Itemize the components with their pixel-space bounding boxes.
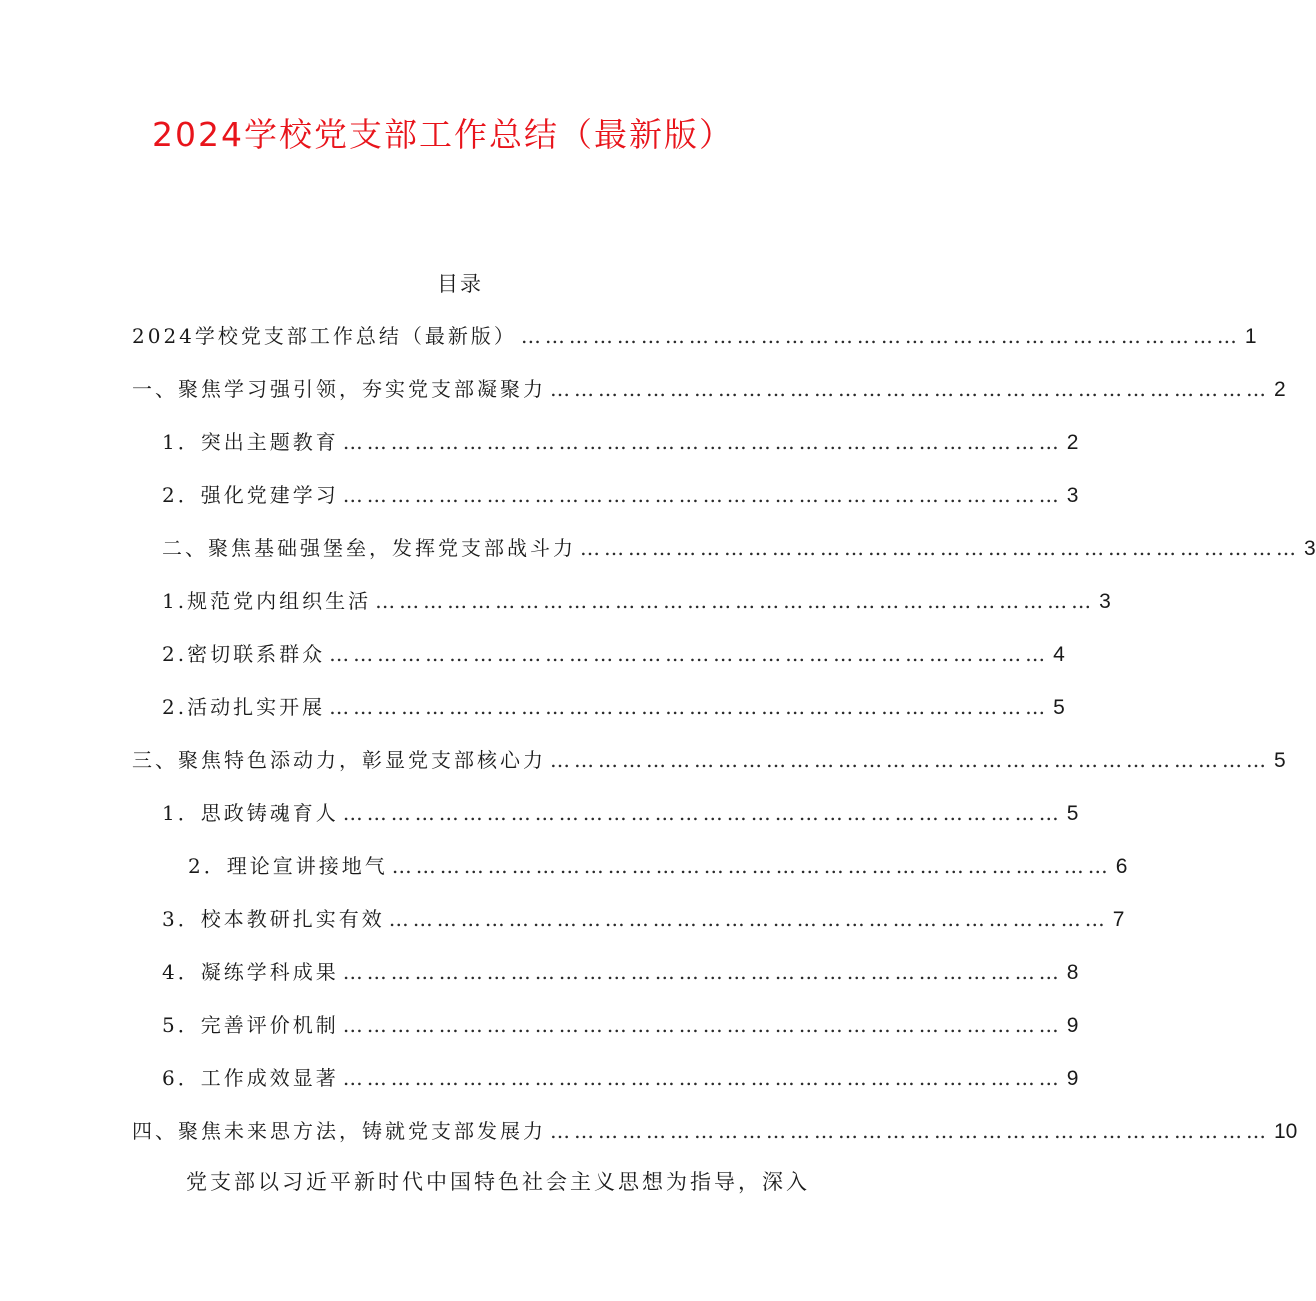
toc-entry-text: 1．突出主题教育: [162, 430, 339, 454]
toc-entry-text: 2.活动扎实开展: [162, 695, 326, 719]
toc-entry-text: 2．理论宣讲接地气: [188, 854, 388, 878]
toc-entry-page: 4: [1053, 643, 1065, 666]
toc-entry[interactable]: [132, 742, 1286, 778]
toc-entry-page: 1: [1244, 325, 1257, 348]
toc-entry-page: 10: [1274, 1120, 1298, 1143]
toc-entry-page: 3: [1099, 590, 1111, 613]
toc-entry-page: 5: [1053, 696, 1065, 719]
toc-leader-dots: ………………………………………………………………………………: [550, 1119, 1270, 1143]
toc-leader-dots: ………………………………………………………………………………: [329, 642, 1050, 666]
toc-entry[interactable]: [162, 901, 1125, 937]
toc-entry-text: 一、聚焦学习强引领，夯实党支部凝聚力: [132, 377, 546, 401]
toc-entry-text: 2.密切联系群众: [162, 642, 326, 666]
toc-entry-page: 9: [1066, 1014, 1079, 1037]
toc-entry-text: 三、聚焦特色添动力，彰显党支部核心力: [132, 748, 546, 772]
toc-entry[interactable]: [188, 848, 1128, 884]
toc-entry-text: 1．思政铸魂育人: [162, 801, 339, 825]
toc-leader-dots: ………………………………………………………………………………: [520, 324, 1241, 348]
toc-entry-text: 5．完善评价机制: [162, 1013, 339, 1037]
body-paragraph: 党支部以习近平新时代中国特色社会主义思想为指导，深入: [186, 1170, 810, 1194]
toc-entry[interactable]: [162, 1060, 1079, 1096]
toc-entry[interactable]: [162, 477, 1079, 513]
toc-leader-dots: ………………………………………………………………………………: [375, 589, 1096, 613]
toc-entry-text: 2024学校党支部工作总结（最新版）: [132, 324, 517, 348]
toc-leader-dots: ………………………………………………………………………………: [342, 801, 1063, 825]
toc-entry-page: 8: [1066, 961, 1079, 984]
toc-entry-page: 9: [1066, 1067, 1079, 1090]
toc-leader-dots: ………………………………………………………………………………: [342, 1066, 1063, 1090]
toc-entry-page: 2: [1274, 378, 1286, 401]
toc-leader-dots: ………………………………………………………………………………: [388, 907, 1109, 931]
toc-entry[interactable]: [162, 689, 1065, 725]
toc-entry-page: 7: [1112, 908, 1125, 931]
toc-leader-dots: ………………………………………………………………………………: [550, 748, 1270, 772]
toc-leader-dots: ………………………………………………………………………………: [342, 483, 1063, 507]
toc-leader-dots: ………………………………………………………………………………: [550, 377, 1270, 401]
toc-leader-dots: ………………………………………………………………………………: [329, 695, 1050, 719]
toc-entry[interactable]: [132, 318, 1257, 354]
toc-entry-text: 2．强化党建学习: [162, 483, 339, 507]
toc-leader-dots: ………………………………………………………………………………: [391, 854, 1112, 878]
toc-entry[interactable]: [162, 795, 1079, 831]
toc-entry[interactable]: [162, 636, 1065, 672]
toc-heading: 目录: [437, 272, 483, 296]
toc-entry-page: 5: [1274, 749, 1286, 772]
toc-entry[interactable]: [162, 424, 1079, 460]
toc-entry-text: 二、聚焦基础强堡垒，发挥党支部战斗力: [162, 536, 576, 560]
toc-entry-page: 6: [1115, 855, 1128, 878]
toc-entry-page: 3: [1304, 537, 1316, 560]
toc-entry-text: 1.规范党内组织生活: [162, 589, 372, 613]
toc-entry[interactable]: [162, 954, 1079, 990]
toc-leader-dots: ………………………………………………………………………………: [342, 960, 1063, 984]
toc-entry[interactable]: [162, 583, 1111, 619]
toc-entry[interactable]: [132, 1113, 1298, 1149]
toc-entry-text: 四、聚焦未来思方法，铸就党支部发展力: [132, 1119, 546, 1143]
toc-entry[interactable]: [162, 1007, 1079, 1043]
toc-entry-page: 3: [1066, 484, 1079, 507]
toc-entry-page: 5: [1066, 802, 1079, 825]
document-title: 2024学校党支部工作总结（最新版）: [152, 115, 734, 154]
toc-entry-text: 4．凝练学科成果: [162, 960, 339, 984]
toc-leader-dots: ………………………………………………………………………………: [342, 1013, 1063, 1037]
toc-entry[interactable]: [132, 371, 1286, 407]
toc-entry-page: 2: [1066, 431, 1079, 454]
toc-entry-text: 6．工作成效显著: [162, 1066, 339, 1090]
toc-leader-dots: ………………………………………………………………………………: [580, 536, 1300, 560]
toc-entry[interactable]: [162, 530, 1316, 566]
toc-entry-text: 3．校本教研扎实有效: [162, 907, 385, 931]
toc-leader-dots: ………………………………………………………………………………: [342, 430, 1063, 454]
